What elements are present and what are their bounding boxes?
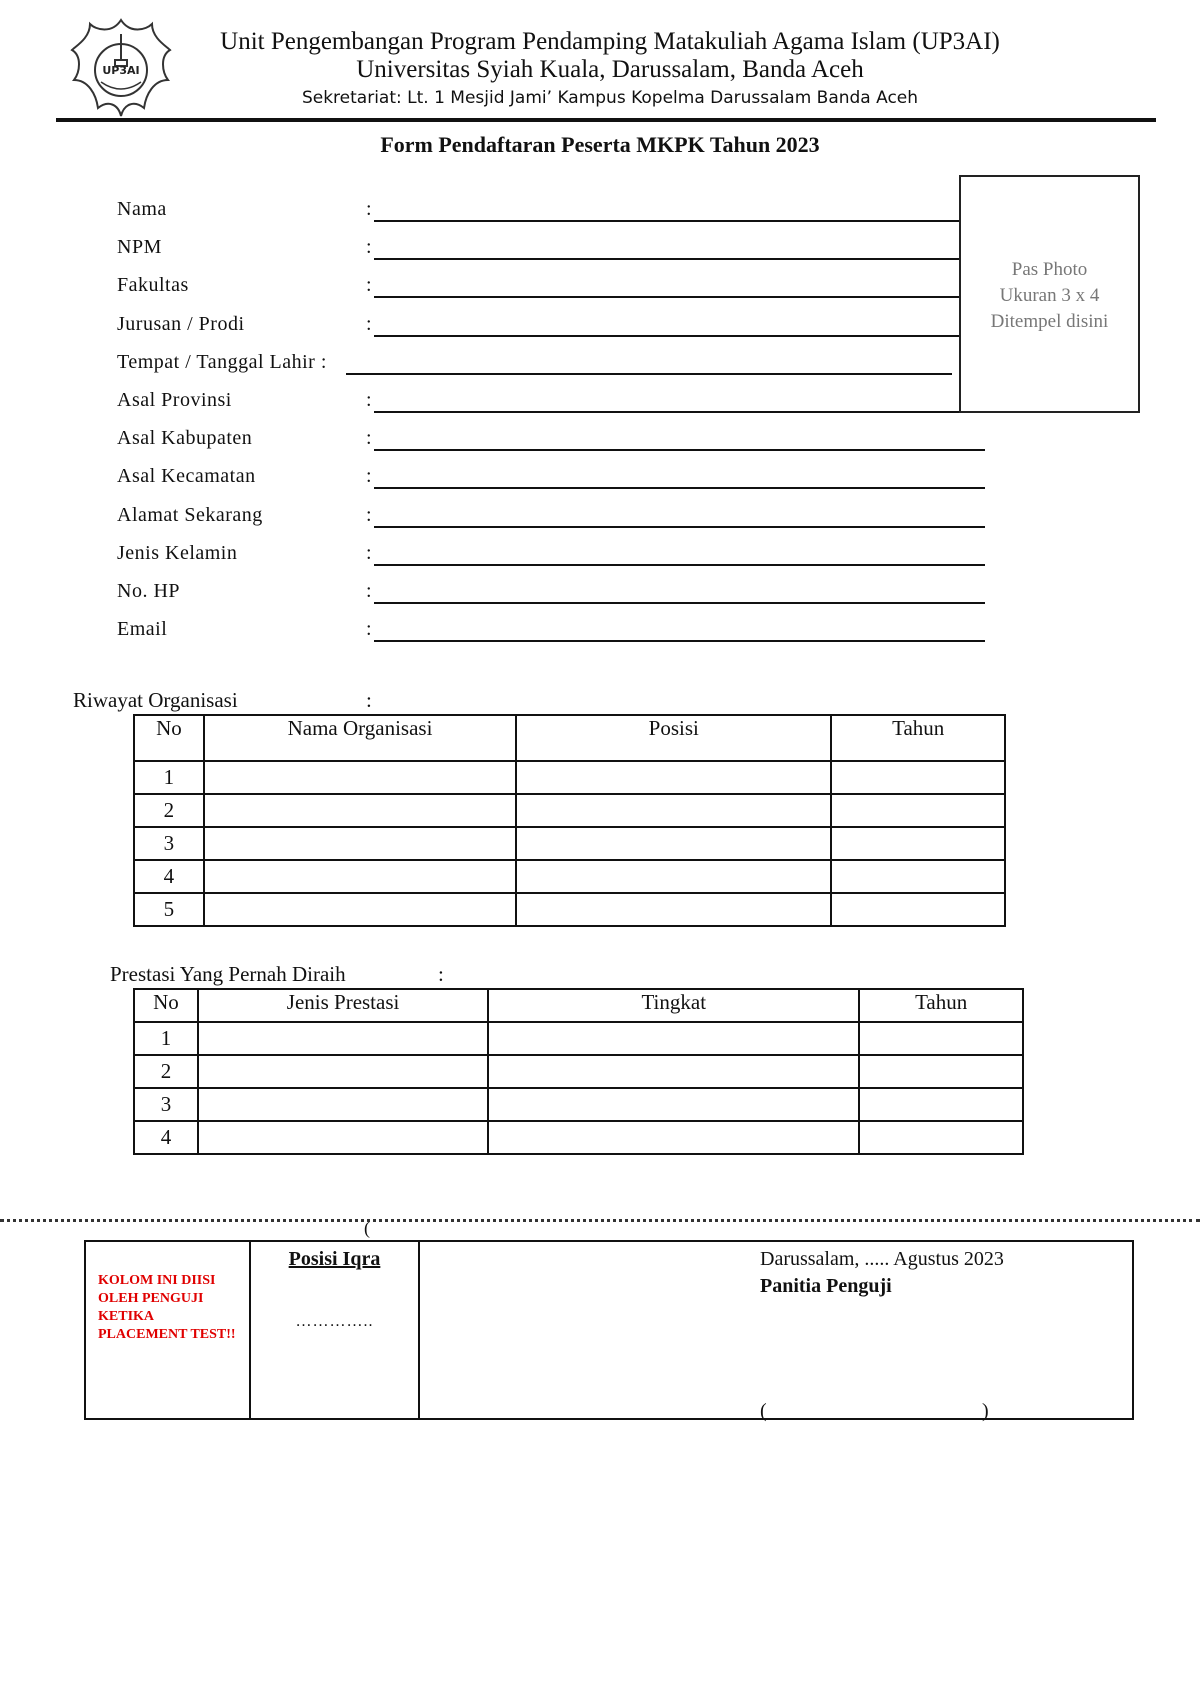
placement-warning-text: KOLOM INI DIISI OLEH PENGUJI KETIKA PLACEMENT TEST!!	[98, 1273, 236, 1342]
prestasi-input-cell[interactable]	[488, 1121, 859, 1154]
panitia-penguji-label: Panitia Penguji	[760, 1275, 892, 1297]
prestasi-input-cell[interactable]	[198, 1088, 488, 1121]
field-label: Asal Provinsi	[117, 389, 232, 411]
field-label: Tempat / Tanggal Lahir :	[117, 350, 327, 373]
organisasi-input-cell[interactable]	[204, 860, 516, 893]
organisasi-input-cell[interactable]	[204, 827, 516, 860]
prestasi-input-cell[interactable]	[198, 1055, 488, 1088]
organisasi-header-cell: Nama Organisasi	[204, 715, 516, 761]
organisasi-section-colon: :	[366, 688, 372, 712]
organisasi-input-cell[interactable]	[831, 761, 1005, 794]
field-label: NPM	[117, 236, 162, 259]
header-university-name: Universitas Syiah Kuala, Darussalam, Banda Aceh	[356, 56, 864, 83]
organisasi-input-cell[interactable]	[204, 794, 516, 827]
field-label: Asal Kabupaten	[117, 427, 253, 450]
field-input-line[interactable]	[374, 220, 959, 222]
organisasi-input-cell[interactable]	[516, 794, 831, 827]
prestasi-input-cell[interactable]	[488, 1022, 859, 1055]
organisasi-header-row	[134, 715, 1005, 761]
organisasi-input-cell[interactable]	[831, 893, 1005, 926]
field-colon: :	[366, 274, 372, 297]
header-secretariat: Sekretariat: Lt. 1 Mesjid Jami’ Kampus Kopelma Darussalam Banda Aceh	[301, 88, 919, 108]
field-label: Asal Kecamatan	[117, 465, 256, 488]
organisasi-row-number: 5	[134, 893, 204, 926]
prestasi-header-cell: Jenis Prestasi	[198, 989, 488, 1022]
field-label: Email	[117, 618, 168, 641]
prestasi-section-colon: :	[438, 962, 444, 986]
organisasi-input-cell[interactable]	[831, 860, 1005, 893]
photo-text-line3: Ditempel disini	[990, 311, 1109, 332]
posisi-iqra-dots: …………..	[295, 1313, 374, 1330]
prestasi-table	[133, 988, 1024, 1155]
field-input-line[interactable]	[346, 373, 952, 375]
university-logo	[68, 16, 174, 120]
organisasi-table	[133, 714, 1006, 927]
field-label: Fakultas	[117, 274, 189, 297]
table-row	[134, 827, 1005, 860]
table-row	[134, 761, 1005, 794]
placement-warning-cell	[98, 1272, 238, 1418]
prestasi-input-cell[interactable]	[198, 1121, 488, 1154]
organisasi-input-cell[interactable]	[831, 794, 1005, 827]
table-row	[134, 1022, 1023, 1055]
prestasi-row-number: 2	[134, 1055, 198, 1088]
field-input-line[interactable]	[374, 564, 985, 566]
field-colon: :	[366, 198, 372, 220]
posisi-iqra-cell	[251, 1248, 418, 1418]
field-colon: :	[366, 618, 372, 641]
photo-text-line2: Ukuran 3 x 4	[999, 285, 1100, 306]
field-colon: :	[366, 427, 372, 450]
photo-text-line1: Pas Photo	[1011, 259, 1088, 280]
organisasi-header-cell: Posisi	[516, 715, 831, 761]
organisasi-row-number: 2	[134, 794, 204, 827]
prestasi-input-cell[interactable]	[859, 1055, 1023, 1088]
date-line: Darussalam, ..... Agustus 2023	[760, 1248, 1004, 1270]
field-input-line[interactable]	[374, 640, 985, 642]
prestasi-row-number: 3	[134, 1088, 198, 1121]
cut-marker: (	[364, 1218, 370, 1238]
organisasi-row-number: 3	[134, 827, 204, 860]
table-row	[134, 1088, 1023, 1121]
field-label: Alamat Sekarang	[117, 503, 263, 526]
posisi-iqra-label: Posisi Iqra	[288, 1248, 381, 1270]
signature-open-paren: (	[760, 1400, 767, 1422]
cut-line	[0, 1219, 1200, 1222]
organisasi-input-cell[interactable]	[516, 827, 831, 860]
prestasi-input-cell[interactable]	[488, 1055, 859, 1088]
signature-close-paren: )	[982, 1400, 989, 1422]
prestasi-header-cell: Tingkat	[488, 989, 859, 1022]
prestasi-input-cell[interactable]	[859, 1088, 1023, 1121]
field-input-line[interactable]	[374, 526, 985, 528]
field-label: Jenis Kelamin	[117, 541, 238, 564]
photo-placeholder-box	[959, 175, 1140, 413]
form-title: Form Pendaftaran Peserta MKPK Tahun 2023	[380, 132, 820, 157]
prestasi-input-cell[interactable]	[198, 1022, 488, 1055]
field-input-line[interactable]	[374, 602, 985, 604]
organisasi-input-cell[interactable]	[516, 761, 831, 794]
field-colon: :	[366, 312, 372, 335]
prestasi-input-cell[interactable]	[859, 1022, 1023, 1055]
organisasi-input-cell[interactable]	[204, 893, 516, 926]
prestasi-header-cell: No	[134, 989, 198, 1022]
field-colon: :	[366, 503, 372, 526]
organisasi-input-cell[interactable]	[831, 827, 1005, 860]
organisasi-input-cell[interactable]	[516, 860, 831, 893]
organisasi-row-number: 1	[134, 761, 204, 794]
field-colon: :	[366, 465, 372, 488]
field-colon: :	[366, 580, 372, 602]
table-row	[134, 1055, 1023, 1088]
field-label: No. HP	[117, 580, 181, 602]
field-input-line[interactable]	[374, 411, 959, 413]
prestasi-header-cell: Tahun	[859, 989, 1023, 1022]
field-label: Nama	[117, 198, 167, 220]
svg-text:UP3AI: UP3AI	[102, 64, 140, 77]
signature-cell	[760, 1248, 1120, 1422]
table-row	[134, 794, 1005, 827]
prestasi-header-row	[134, 989, 1023, 1022]
organisasi-section-title: Riwayat Organisasi	[73, 688, 238, 712]
prestasi-section-title: Prestasi Yang Pernah Diraih	[110, 962, 346, 986]
prestasi-row-number: 1	[134, 1022, 198, 1055]
field-label: Jurusan / Prodi	[117, 312, 245, 335]
field-input-line[interactable]	[374, 258, 959, 260]
placement-test-box	[84, 1240, 1134, 1420]
organisasi-input-cell[interactable]	[204, 761, 516, 794]
header-divider	[56, 118, 1156, 122]
organisasi-row-number: 4	[134, 860, 204, 893]
prestasi-input-cell[interactable]	[488, 1088, 859, 1121]
organisasi-header-cell: No	[134, 715, 204, 761]
field-input-line[interactable]	[374, 449, 985, 451]
field-input-line[interactable]	[374, 335, 959, 337]
placement-divider-2	[418, 1242, 420, 1418]
table-row	[134, 860, 1005, 893]
organisasi-header-cell: Tahun	[831, 715, 1005, 761]
field-input-line[interactable]	[374, 296, 959, 298]
field-colon: :	[366, 541, 372, 564]
prestasi-row-number: 4	[134, 1121, 198, 1154]
prestasi-input-cell[interactable]	[859, 1121, 1023, 1154]
table-row	[134, 1121, 1023, 1154]
table-row	[134, 893, 1005, 926]
header-unit-name: Unit Pengembangan Program Pendamping Matakuliah Agama Islam (UP3AI)	[220, 28, 1000, 55]
field-input-line[interactable]	[374, 487, 985, 489]
field-colon: :	[366, 236, 372, 259]
organisasi-input-cell[interactable]	[516, 893, 831, 926]
field-colon: :	[366, 389, 372, 411]
